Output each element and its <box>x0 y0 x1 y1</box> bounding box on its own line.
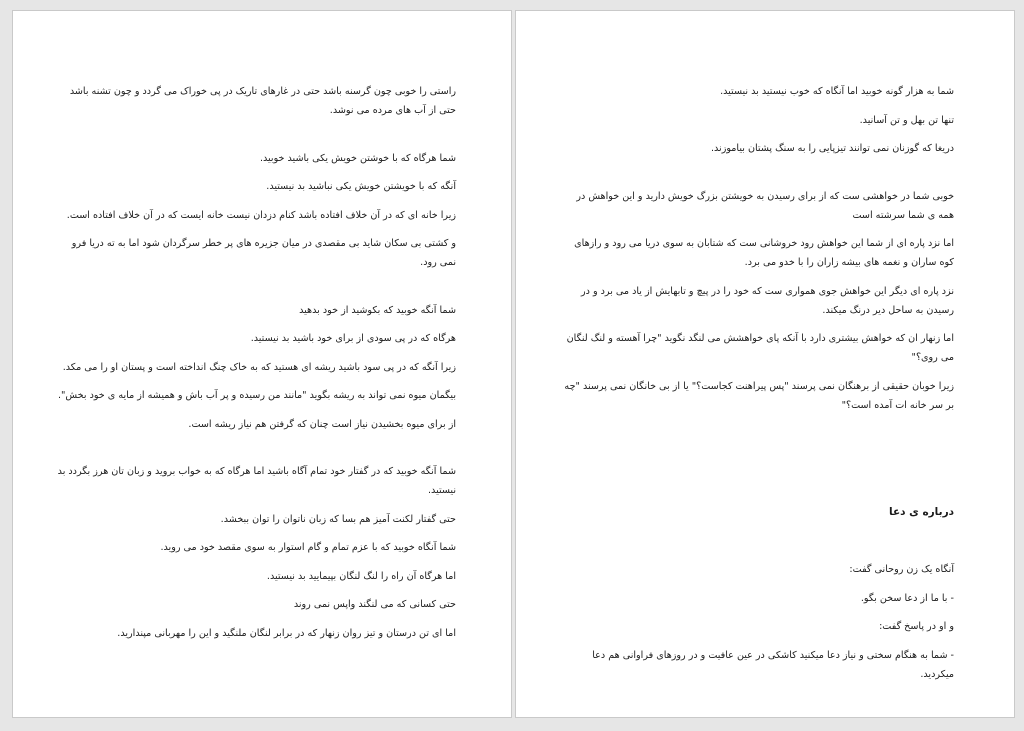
paragraph: اما ای تن درستان و تیز روان زنهار که در برابر لنگان ملنگید و این را مهربانی مپندارید. <box>117 627 456 639</box>
paragraph: آنگاه یک زن روحانی گفت: <box>849 564 954 575</box>
paragraph: زیرا آنگه که در پی سود باشید ریشه ای هستید که به خاک چنگ انداخته است و پستان او را می مکد. <box>62 361 456 373</box>
paragraph: تنها تن بهل و تن آسانید. <box>859 114 954 126</box>
page-right-text <box>561 82 954 693</box>
paragraph: زیرا خوبان حقیقی از برهنگان نمی پرسند "پس پیراهنت کجاست؟" یا از بی خانگان نمی پرسند "چه بر سر خانه ات آمده است؟" <box>564 380 954 411</box>
paragraph: اما زنهار ان که خواهش بیشتری دارد با آنکه پای خواهشش می لنگد نگوید "چرا آهسته و لنگ لنگان می روی؟" <box>566 333 954 363</box>
paragraph: آنگه که با خویشتن خویش یکی نباشید بد نیستید. <box>266 181 456 192</box>
paragraph: - شما به هنگام سختی و نیاز دعا میکنید کاشکی در عین عافیت و در روزهای فراوانی هم دعا میکردید. <box>592 649 954 680</box>
document-page-left <box>12 10 512 718</box>
paragraph: زیرا خانه ای که در آن خلاف افتاده باشد کنام دزدان نیست خانه ایست که در آن خلاف افتاده است. <box>66 209 456 221</box>
document-page-right <box>515 10 1015 718</box>
paragraph: و کشتی بی سکان شاید بی مقصدی در میان جزیره های پر خطر سرگردان شود اما به ته دریا فرو نمی رود. <box>71 238 456 268</box>
paragraph: حتی کسانی که می لنگند واپس نمی روند <box>293 599 456 610</box>
paragraph: اما نزد پاره ای از شما این خواهش رود خروشانی ست که شتابان به سوی دریا می رود و رازهای کوه ساران و نغمه های بیشه زاران را با خدو می برد. <box>574 238 954 268</box>
paragraph: شما به هزار گونه خوبید اما آنگاه که خوب نیستید بد نیستید. <box>720 86 954 97</box>
paragraph: شما آنگه خوبید که بکوشید از خود بدهید <box>299 304 456 316</box>
paragraph: و او در پاسخ گفت: <box>879 621 954 632</box>
paragraph: - با ما از دعا سخن بگو. <box>860 592 954 604</box>
paragraph: شما آنگاه خوبید که با عزم تمام و گام استوار به سوی مقصد خود می روید. <box>160 542 456 553</box>
paragraph: از برای میوه بخشیدن نیاز است چنان که گرفتن هم نیاز ریشه است. <box>188 418 456 430</box>
page-left-text <box>53 82 456 652</box>
paragraph: راستی را خوبی چون گرسنه باشد حتی در غارهای تاریک در پی خوراک می گردد و چون تشنه باشد حتی از آب های مرده می نوشد. <box>69 86 456 116</box>
paragraph: هرگاه که در پی سودی از برای خود باشید بد نیستید. <box>250 333 456 344</box>
paragraph: نزد پاره ای دیگر این خواهش جوی همواری ست که خود را در پیچ و تابهایش از یاد می برد و در رسیدن به ساحل دیر درنگ میکند. <box>581 285 954 316</box>
paragraph: خوبی شما در خواهشی ست که از برای رسیدن به خویشتن بزرگ خویش دارید و این خواهش در همه ی شما سرشته است <box>576 190 954 221</box>
paragraph: شما هرگاه که با خوشتن خویش یکی باشید خوبید. <box>259 152 456 164</box>
paragraph: دریغا که گوزنان نمی توانند تیزپایی را به سنگ پشتان بیاموزند. <box>710 143 954 154</box>
paragraph: بیگمان میوه نمی تواند به ریشه بگوید "مانند من رسیده و پر آب باش و همیشه از مایه ی خود بخش". <box>57 390 456 401</box>
paragraph: اما هرگاه آن راه را لنگ لنگان بپیمایید بد نیستید. <box>266 570 456 582</box>
paragraph: حتی گفتار لکنت آمیز هم بسا که زبان ناتوان را توان ببخشد. <box>220 513 456 525</box>
paragraph: شما آنگه خوبید که در گفتار خود تمام آگاه باشید اما هرگاه که به خواب بروید و زبان تان هرز بگردد بد نیستید. <box>57 466 456 496</box>
section-heading: درباره ی دعا <box>889 506 954 518</box>
